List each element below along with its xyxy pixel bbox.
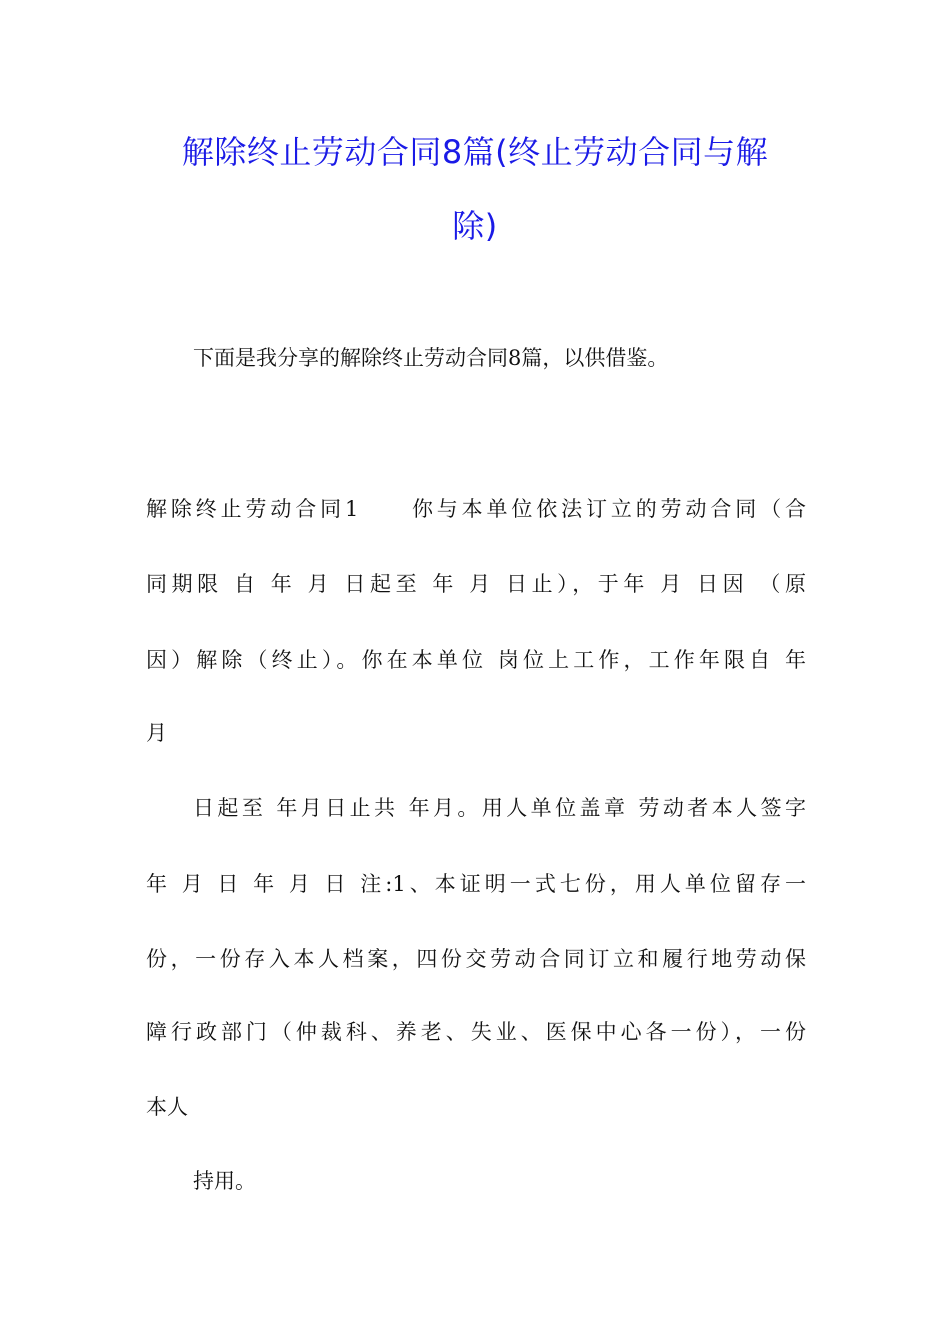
document-title-line-2: 除): [452, 207, 498, 245]
body-line-7: 份，一份存入本人档案，四份交劳动合同订立和履行地劳动保: [146, 947, 806, 971]
body-line-10: 持用。: [193, 1169, 256, 1193]
document-title-line-1: 解除终止劳动合同8篇(终止劳动合同与解: [181, 133, 769, 171]
body-line-1: 解除终止劳动合同1 你与本单位依法订立的劳动合同（合: [146, 497, 806, 521]
body-line-8: 障行政部门（仲裁科、养老、失业、医保中心各一份），一份: [146, 1020, 806, 1044]
body-line-5: 日起至 年月日止共 年月。用人单位盖章 劳动者本人签字: [193, 796, 806, 820]
body-line-4: 月: [146, 721, 167, 745]
body-line-3: 因）解除（终止）。你在本单位 岗位上工作，工作年限自 年: [146, 648, 806, 672]
body-line-9: 本人: [146, 1095, 188, 1119]
intro-paragraph: 下面是我分享的解除终止劳动合同8篇，以供借鉴。: [193, 346, 669, 370]
body-line-2: 同期限 自 年 月 日起至 年 月 日止），于年 月 日因 （原: [146, 572, 806, 596]
body-line-6: 年 月 日 年 月 日 注:1、本证明一式七份，用人单位留存一: [146, 872, 806, 896]
